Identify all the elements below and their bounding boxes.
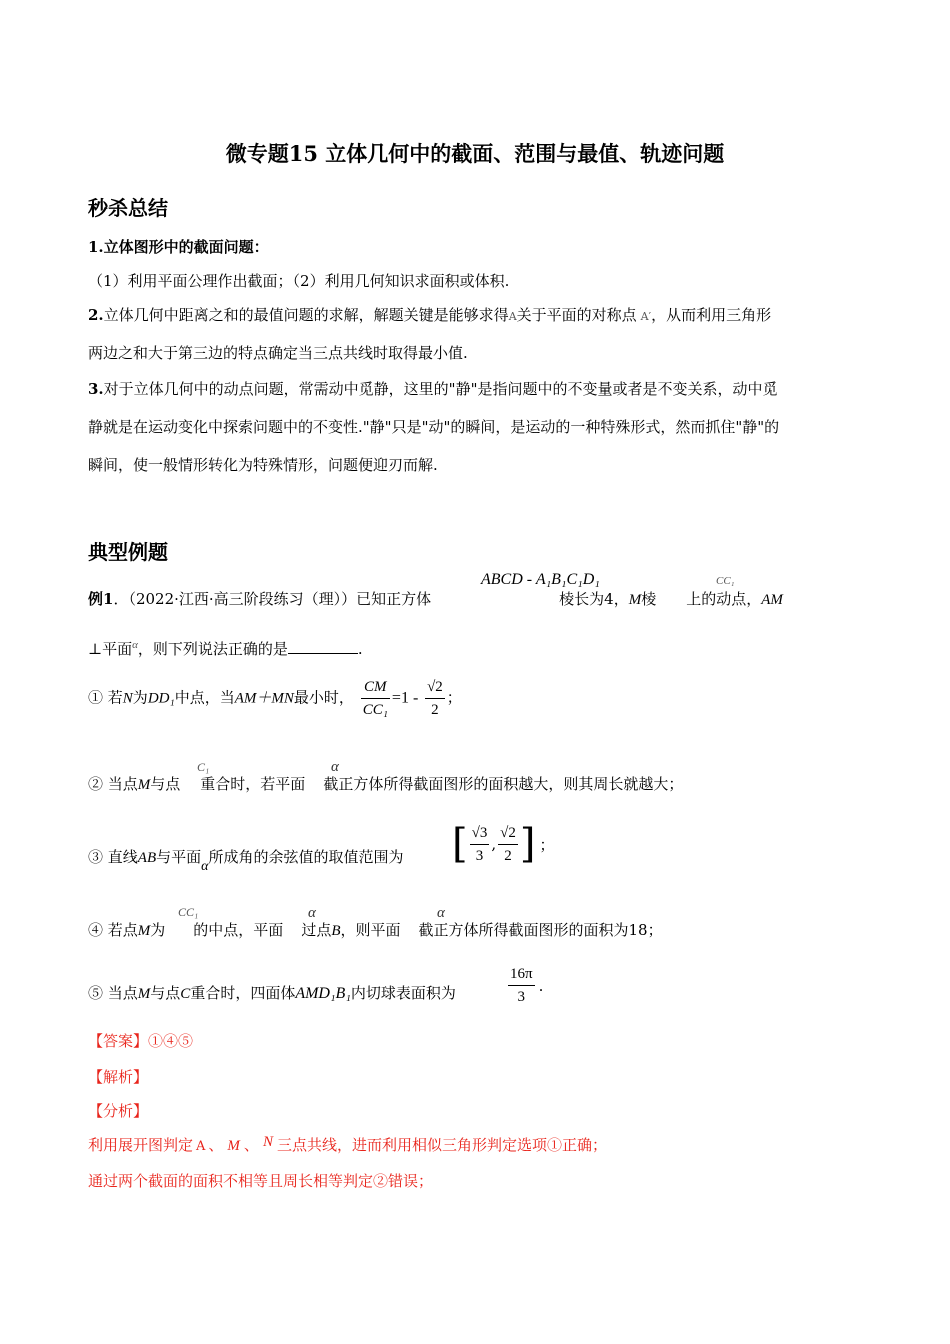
- example-1-line-2: [88, 638, 363, 659]
- fraction-den: 3: [475, 847, 484, 864]
- example-text-d: 上的动点，: [686, 590, 762, 608]
- var-M: M: [137, 777, 151, 793]
- point-2-text-c: ，从而利用三角形: [651, 306, 772, 324]
- option-2-text-c: 重合时，若平面: [200, 775, 306, 793]
- var-M: M: [628, 592, 642, 608]
- fraction-den: 2: [431, 702, 439, 718]
- var-M: M: [137, 986, 151, 1002]
- var-C: C: [180, 986, 191, 1002]
- example-label: 例1: [88, 590, 114, 608]
- point-3-number: 3.: [88, 380, 104, 398]
- fraction-sqrt2-2: [425, 676, 445, 721]
- example-text-b: 棱长为4，: [559, 590, 629, 608]
- alpha-symbol-4b: α: [437, 905, 445, 921]
- alpha-symbol: α: [132, 639, 138, 651]
- point-2-line-1: [88, 304, 771, 325]
- point-2-text-b: 关于平面的对称点: [516, 306, 637, 324]
- fraction-den: CC₁: [362, 702, 388, 718]
- cube-notation: ABCD - A₁B₁C₁D₁: [481, 571, 600, 588]
- var-AB: AB: [137, 850, 157, 866]
- option-1-end: ；: [446, 688, 462, 707]
- option-4-text-f: 截正方体所得截面图形的面积为18；: [418, 921, 663, 939]
- var-B: B: [331, 923, 341, 939]
- point-2-text-a: 立体几何中距离之和的最值问题的求解，解题关键是能够求得: [103, 306, 509, 324]
- option-3: [88, 846, 404, 875]
- separator: 、: [243, 1136, 259, 1154]
- option-5-text-d: 内切球表面积为: [350, 984, 456, 1002]
- fraction-sqrt2-2: [498, 822, 518, 867]
- point-3-text: 对于立体几何中的动点问题，常需动中觅静，这里的"静"是指问题中的不变量或者是不变关系，动中觅: [103, 380, 778, 398]
- var-DD1: DD₁: [147, 690, 175, 707]
- symbol-A: A: [508, 310, 517, 323]
- option-2: [88, 773, 683, 794]
- page-title: 微专题15 立体几何中的截面、范围与最值、轨迹问题: [225, 141, 725, 166]
- option-5: [88, 982, 456, 1003]
- comma: ,: [491, 835, 497, 853]
- option-5-text-c: 重合时，四面体: [190, 984, 296, 1002]
- point-N: N: [262, 1134, 273, 1150]
- section-heading-summary: 秒杀总结: [88, 196, 168, 220]
- fraction-den: 3: [517, 989, 526, 1005]
- analysis-1-text-a: 利用展开图判定: [88, 1136, 194, 1154]
- sphere-area-expression: [506, 963, 543, 1008]
- point-c1-label: C₁: [197, 760, 210, 774]
- alpha-symbol-2: α: [331, 759, 339, 775]
- example-text-c: 棱: [641, 590, 657, 608]
- right-bracket: ]: [519, 821, 536, 867]
- point-A: A: [196, 1139, 206, 1154]
- answer-line: 【答案】①④⑤: [88, 1032, 194, 1050]
- option-4: [88, 919, 663, 940]
- edge-cc1-label: CC₁: [716, 575, 735, 587]
- fraction-num: √3: [470, 822, 490, 845]
- var-M: M: [137, 923, 151, 939]
- example-1-line-1: [88, 588, 783, 609]
- option-1: [88, 676, 462, 721]
- alpha-symbol-4a: α: [308, 905, 316, 921]
- solution-heading: 【解析】: [88, 1068, 149, 1086]
- option-5-text-a: ⑤ 当点: [88, 984, 138, 1002]
- var-AM-plus-MN: AM＋MN: [234, 690, 294, 707]
- option-4-text-e: ，则平面: [340, 921, 401, 939]
- option-1-text-c: 中点，当: [174, 688, 235, 707]
- example-line2-a: ⊥平面: [88, 640, 133, 658]
- var-N: N: [122, 690, 133, 707]
- example-line2-c: .: [357, 640, 363, 658]
- analysis-line-2: 通过两个截面的面积不相等且周长相等判定②错误；: [88, 1172, 434, 1190]
- option-2-text-a: ② 当点: [88, 775, 138, 793]
- analysis-line-1: [88, 1134, 607, 1155]
- point-3-line-1: [88, 378, 777, 399]
- symbol-A-prime: A′: [640, 310, 652, 323]
- point-2-line-2: 两边之和大于第三边的特点确定当三点共线时取得最小值.: [88, 344, 468, 362]
- fraction-num: √2: [498, 822, 518, 845]
- option-3-end: ；: [539, 835, 555, 854]
- example-line2-b: ，则下列说法正确的是: [137, 640, 288, 658]
- option-3-text-b: 与平面: [156, 848, 202, 866]
- example-source: ．（2022·江西·高三阶段练习（理））已知正方体: [113, 590, 432, 608]
- tetrahedron-notation: AMD₁B₁: [295, 985, 351, 1002]
- option-3-text-a: ③ 直线: [88, 848, 138, 866]
- alpha-symbol-3: α: [201, 859, 209, 874]
- option-5-end: .: [538, 976, 544, 995]
- point-1-body: （1）利用平面公理作出截面；（2）利用几何知识求面积或体积.: [88, 272, 510, 290]
- edge-cc1-label-2: CC₁: [178, 905, 199, 919]
- option-3-text-c: 所成角的余弦值的取值范围为: [208, 848, 404, 866]
- fraction-num: √2: [425, 676, 445, 699]
- point-1-title: 1.立体图形中的截面问题：: [88, 238, 269, 256]
- analysis-heading: 【分析】: [88, 1102, 149, 1120]
- fraction-num: CM: [361, 676, 390, 699]
- fraction-16pi-3: [508, 963, 535, 1008]
- option-1-text-b: 为: [132, 688, 148, 707]
- option-2-text-d: 截正方体所得截面图形的面积越大，则其周长就越大；: [323, 775, 684, 793]
- point-M: M: [227, 1138, 240, 1154]
- left-bracket: [: [452, 821, 468, 867]
- interval-expression: [452, 818, 554, 870]
- point-3-line-2: 静就是在运动变化中探索问题中的不变性."静"只是"动"的瞬间，是运动的一种特殊形式，然而抓住"静"的: [88, 418, 780, 436]
- option-5-text-b: 与点: [150, 984, 181, 1002]
- option-4-text-c: 的中点，平面: [193, 921, 284, 939]
- point-2-number: 2.: [88, 306, 104, 324]
- option-4-text-a: ④ 若点: [88, 921, 138, 939]
- fraction-den: 2: [504, 847, 512, 864]
- fraction-cm-cc1: [361, 676, 390, 721]
- answer-blank: [288, 639, 358, 654]
- fraction-sqrt3-3: [470, 822, 490, 867]
- option-4-text-d: 过点: [301, 921, 332, 939]
- separator: 、: [208, 1136, 224, 1154]
- equals-one-minus: =1 -: [391, 689, 419, 707]
- option-2-text-b: 与点: [150, 775, 181, 793]
- option-4-text-b: 为: [150, 921, 166, 939]
- option-1-text-d: 最小时，: [293, 688, 354, 707]
- var-AM: AM: [761, 592, 783, 608]
- point-3-line-3: 瞬间，使一般情形转化为特殊情形，问题便迎刃而解.: [88, 456, 438, 474]
- analysis-1-text-b: 三点共线，进而利用相似三角形判定选项①正确；: [276, 1136, 607, 1154]
- fraction-num: 16π: [508, 963, 535, 986]
- section-heading-examples: 典型例题: [88, 540, 168, 564]
- option-1-text-a: ① 若: [88, 688, 123, 707]
